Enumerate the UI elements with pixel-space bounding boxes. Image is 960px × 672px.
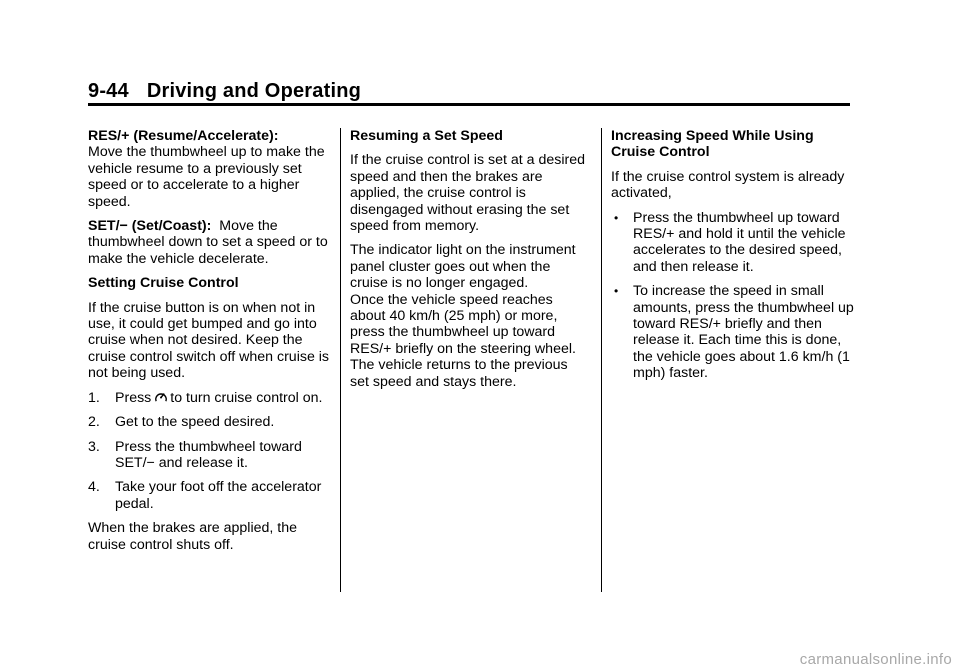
set-definition <box>88 218 332 267</box>
column-middle <box>350 128 590 398</box>
step-number: 4. <box>88 479 100 496</box>
step-number: 2. <box>88 414 100 431</box>
step-item <box>88 479 332 512</box>
bullet-text: To increase the speed in small amounts, press the thumbwheel up toward RES/+ briefly and then release it. Each time this is done, the vehicle goes about 1.6 km/h (1 mph) faster. <box>633 283 854 382</box>
column-left <box>88 128 332 561</box>
set-term: SET/− (Set/Coast): <box>88 218 212 235</box>
column-divider <box>340 128 341 592</box>
setting-cruise-intro: If the cruise button is on when not in use, it could get bumped and go into cruise when not desired. Keep the cruise control switch off when cruise is not being used. <box>88 299 330 382</box>
step-text: Get to the speed desired. <box>115 414 275 431</box>
res-definition <box>88 128 332 210</box>
column-divider <box>601 128 602 592</box>
bullet-item <box>611 210 856 276</box>
res-text: Move the thumbwheel up to make the vehicle resume to a previously set speed or to accelerate to a higher speed. <box>88 144 325 210</box>
cruise-control-icon <box>154 390 168 404</box>
step-item <box>88 439 332 472</box>
step-text-after: to turn cruise control on. <box>170 389 323 406</box>
step-number: 3. <box>88 438 100 455</box>
increasing-intro: If the cruise control system is already activated, <box>611 168 845 202</box>
step-text: Take your foot off the accelerator pedal. <box>115 479 322 512</box>
increasing-heading: Increasing Speed While Using Cruise Control <box>611 128 814 161</box>
resuming-paragraph-2: The indicator light on the instrument panel cluster goes out when the cruise is no longer engaged. <box>350 242 576 292</box>
page-header <box>88 80 361 103</box>
bullet-text: Press the thumbwheel up toward RES/+ and hold it until the vehicle accelerates to the desired speed, and then release it. <box>633 209 846 275</box>
closing-paragraph: When the brakes are applied, the cruise control shuts off. <box>88 520 298 553</box>
section-title: Driving and Operating <box>146 80 362 102</box>
step-text: Press the thumbwheel toward SET/− and release it. <box>115 438 302 471</box>
setting-cruise-heading: Setting Cruise Control <box>88 275 239 292</box>
resuming-paragraph-3: Once the vehicle speed reaches about 40 km/h (25 mph) or more, press the thumbwheel up toward RES/+ briefly on the steering wheel. The vehicle returns to the previous set speed and stays there. <box>350 291 576 390</box>
watermark: carmanualsonline.info <box>799 651 952 668</box>
step-item <box>88 390 332 406</box>
page-number: 9-44 <box>88 80 129 102</box>
step-number: 1. <box>88 389 100 406</box>
res-term: RES/+ (Resume/Accelerate): <box>88 128 279 144</box>
header-rule <box>88 103 850 106</box>
column-right <box>611 128 856 390</box>
bullet-glyph: • <box>614 210 619 225</box>
step-item <box>88 414 332 430</box>
resuming-paragraph-1: If the cruise control is set at a desired speed and then the brakes are applied, the cruise control is disengaged without erasing the set speed from memory. <box>350 152 585 235</box>
bullet-glyph: • <box>614 284 619 299</box>
resuming-heading: Resuming a Set Speed <box>350 128 503 144</box>
set-text: Move the thumbwheel down to set a speed or to make the vehicle decelerate. <box>88 218 328 267</box>
step-text-before: Press <box>115 389 152 406</box>
bullet-item <box>611 283 856 381</box>
